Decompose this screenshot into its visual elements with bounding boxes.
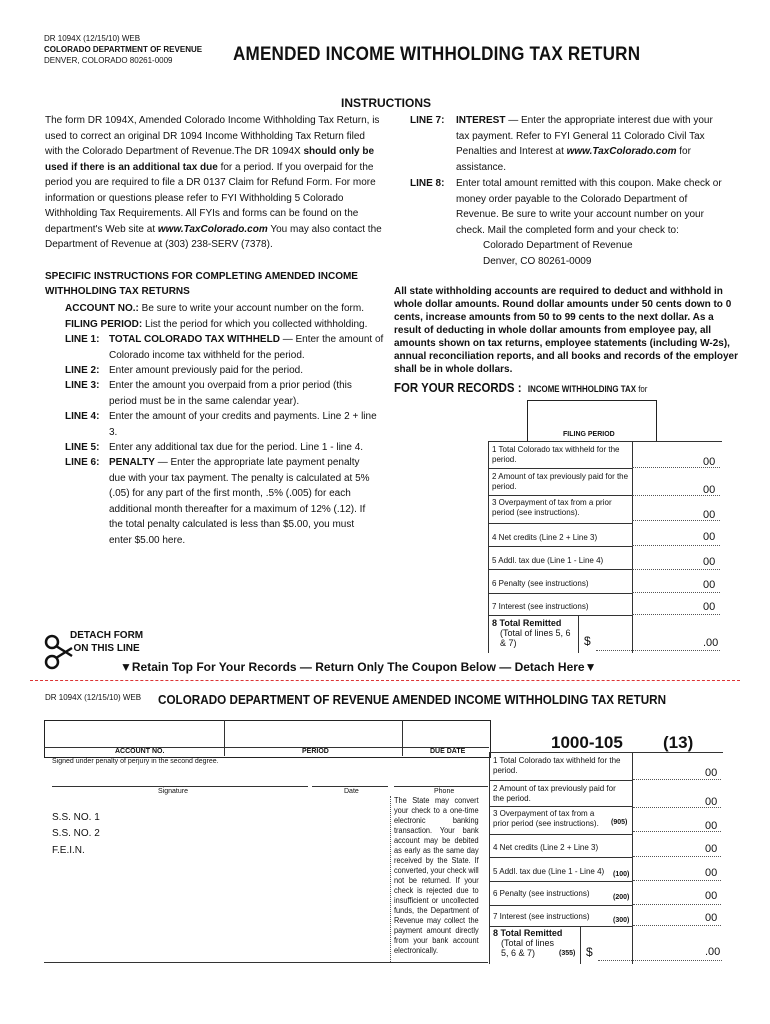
- records-row-2-cents: 00: [703, 484, 716, 496]
- coupon-row-2-cents: 00: [705, 796, 718, 808]
- line-body: Enter amount previously paid for the period.: [109, 365, 303, 376]
- state-text-divider: [390, 796, 391, 962]
- coupon-row-6-label: 6 Penalty (see instructions): [493, 889, 590, 898]
- intro-text-3: You may also contact the Department of Revenue at (303) 238-SERV (7378).: [45, 223, 382, 250]
- line-label: LINE 2:: [65, 365, 100, 376]
- line-body: — Enter the amount of Colorado income tax withheld for the period.: [109, 334, 384, 361]
- account-text: Be sure to write your account number on the form.: [138, 303, 364, 314]
- records-row-1-cents: 00: [703, 456, 716, 468]
- intro-text-1: The form DR 1094X, Amended Colorado Income Withholding Tax Return, is used to correct an original DR 1094 Income Withholding Tax Return filed with the Colorado Department of Revenue.The DR 1094X: [45, 115, 380, 157]
- line-bold: TOTAL COLORADO TAX WITHHELD: [109, 334, 280, 345]
- line-body: Enter any additional tax due for the period. Line 1 - line 4.: [109, 442, 364, 453]
- line-body: Enter total amount remitted with this coupon. Make check or money order payable to the Colorado Department of Revenue. Be sure to write your account number on your check. Mail the completed form and your check to:: [456, 178, 722, 236]
- instructions-heading: INSTRUCTIONS: [341, 96, 431, 110]
- records-row-3-label: 3 Overpayment of tax from a prior period (see instructions).: [492, 498, 612, 517]
- line-body: — Enter the appropriate interest due with your tax payment. Refer to FYI General 11 Colorado Civil Tax Penalties and Interest at: [456, 115, 713, 157]
- records-row-1-label: 1 Total Colorado tax withheld for the period.: [492, 445, 620, 464]
- row-divider: [488, 495, 632, 496]
- coupon-row-5-cents: 00: [705, 867, 718, 879]
- account-label: ACCOUNT NO.:: [65, 303, 139, 314]
- instruction-line-7: [410, 113, 730, 177]
- records-row-5-label: 5 Addl. tax due (Line 1 - Line 4): [492, 556, 604, 565]
- records-total-sub: (Total of lines 5, 6 & 7): [500, 628, 571, 648]
- records-heading: FOR YOUR RECORDS :: [394, 380, 522, 395]
- coupon-title: COLORADO DEPARTMENT OF REVENUE AMENDED INCOME WITHHOLDING TAX RETURN: [158, 692, 667, 707]
- coupon-row-5-code: (100): [613, 871, 630, 878]
- line-text: [109, 332, 385, 363]
- whole-dollar-rules: All state withholding accounts are required to deduct and withhold in whole dollar amounts. Round dollar amounts under 50 cents down to 0 cents, increase amounts from 50 to 99 cents to the next dollar. As a result of deducting in whole dollar amounts from employee pay, all amounts shown on tax returns, employee statements (including W-2s), annual reconciliation reports, and all books and records of the employer shall be in whole dollars.: [394, 286, 738, 375]
- line-body: Enter the amount of your credits and payments. Line 2 + line 3.: [109, 411, 377, 438]
- records-row-6-label: 6 Penalty (see instructions): [492, 579, 589, 588]
- detach-line-1: DETACH FORM: [70, 630, 144, 641]
- records-row-7-label: 7 Interest (see instructions): [492, 602, 589, 611]
- coupon-total-divider: [580, 926, 581, 964]
- coupon-row-1-cents: 00: [705, 767, 718, 779]
- detach-line-2: ON THIS LINE: [73, 643, 140, 654]
- retain-banner: [120, 660, 597, 674]
- fein-label: F.E.I.N.: [52, 845, 85, 856]
- instruction-line-4: [65, 409, 385, 441]
- ssn-2-label: S.S. NO. 2: [52, 828, 100, 839]
- filing-period-label: FILING PERIOD: [563, 431, 615, 438]
- specific-instructions-heading: SPECIFIC INSTRUCTIONS FOR COMPLETING AMENDED INCOME WITHHOLDING TAX RETURNS: [45, 271, 358, 297]
- instruction-line-1: [65, 332, 385, 364]
- intro-website-link[interactable]: www.TaxColorado.com: [157, 223, 268, 235]
- coupon-row-7-input[interactable]: [633, 925, 721, 926]
- period-label: PERIOD: [302, 748, 329, 755]
- mailing-address-1: Colorado Department of Revenue: [483, 240, 633, 251]
- filing-instruction: [65, 317, 385, 333]
- for-your-records-heading: [394, 380, 647, 395]
- instruction-line-8: [410, 176, 730, 240]
- phone-input[interactable]: [394, 786, 488, 787]
- line-7-website-link[interactable]: www.TaxColorado.com: [566, 146, 677, 157]
- coupon-total-bold: 8 Total Remitted: [493, 928, 563, 938]
- records-row-5-cents: 00: [703, 556, 716, 568]
- arrow-down-icon: ▼: [120, 660, 132, 674]
- coupon-total-sub-1: (Total of lines: [501, 938, 555, 948]
- total-divider: [578, 615, 579, 653]
- row-divider: [489, 780, 632, 781]
- line-bold: INTEREST: [456, 115, 506, 126]
- records-subheading: INCOME WITHHOLDING TAX: [527, 384, 636, 394]
- records-total-input[interactable]: [596, 650, 720, 651]
- line-label: LINE 3:: [65, 380, 100, 391]
- coupon-dollar-sign: $: [586, 945, 593, 959]
- period-input[interactable]: [225, 721, 401, 747]
- form-id: DR 1094X (12/15/10) WEB: [44, 34, 141, 43]
- coupon-total-cents: .00: [705, 946, 721, 958]
- records-row-4-cents: 00: [703, 531, 716, 543]
- department-address: DENVER, COLORADO 80261-0009: [44, 56, 173, 65]
- coupon-row-4-input[interactable]: [633, 856, 721, 857]
- line-body: Enter the amount you overpaid from a prior period (this period must be in the same calendar year).: [109, 380, 352, 407]
- mailing-address-2: Denver, CO 80261-0009: [483, 256, 592, 267]
- intro-bold: should only be used if there is an additional tax due: [45, 146, 375, 173]
- row-divider: [489, 857, 632, 858]
- line-label: LINE 5:: [65, 442, 100, 453]
- coupon-row-6-input[interactable]: [633, 904, 721, 905]
- coupon-row-4-label: 4 Net credits (Line 2 + Line 3): [493, 843, 599, 852]
- row-divider: [489, 905, 632, 906]
- coupon-row-1-input[interactable]: [633, 779, 721, 780]
- row-divider: [488, 468, 632, 469]
- cut-line: [30, 680, 740, 681]
- instruction-line-5: [65, 440, 385, 456]
- filing-label: FILING PERIOD:: [65, 319, 143, 330]
- line-label: LINE 1:: [65, 334, 100, 345]
- coupon-row-6-cents: 00: [705, 890, 718, 902]
- line-tail: for assistance.: [456, 146, 691, 173]
- records-row-2-input[interactable]: [632, 495, 720, 496]
- coupon-row-6-code: (200): [613, 894, 630, 901]
- records-total-label: [492, 618, 578, 628]
- records-total-cents: .00: [703, 637, 719, 649]
- account-no-label: ACCOUNT NO.: [115, 748, 165, 755]
- coupon-total-code: (355): [559, 950, 576, 957]
- perjury-statement: Signed under penalty of perjury in the second degree.: [52, 758, 219, 765]
- records-row-2-label: 2 Amount of tax previously paid for the period.: [492, 472, 629, 491]
- row-divider: [488, 615, 632, 616]
- row-divider: [488, 546, 632, 547]
- signature-label: Signature: [158, 788, 188, 795]
- coupon-row-7-code: (300): [613, 917, 630, 924]
- records-row-7-input[interactable]: [632, 614, 720, 615]
- row-divider: [488, 569, 632, 570]
- due-date-input[interactable]: [403, 721, 488, 747]
- coupon-table-top: [489, 752, 723, 753]
- records-row-6-input[interactable]: [632, 592, 720, 593]
- records-row-4-input[interactable]: [632, 545, 720, 546]
- line-text: [109, 455, 377, 548]
- coupon-row-2-label: 2 Amount of tax previously paid for the period.: [493, 784, 616, 803]
- coupon-table-divider: [632, 752, 633, 964]
- row-divider: [488, 593, 632, 594]
- header-label-line: [44, 747, 489, 748]
- records-table-divider: [632, 441, 633, 653]
- account-instruction: [65, 301, 385, 317]
- instruction-line-3: [65, 378, 385, 410]
- line-label: LINE 8:: [410, 178, 445, 189]
- coupon-table-border: [489, 752, 490, 964]
- coupon-row-3-label: 3 Overpayment of tax from a prior period (see instructions).: [493, 809, 599, 828]
- phone-label: Phone: [434, 788, 455, 795]
- records-dollar-sign: $: [584, 634, 591, 648]
- signature-input[interactable]: [52, 786, 308, 787]
- line-bold: PENALTY: [109, 457, 155, 468]
- records-table-top: [488, 441, 722, 442]
- coupon-bottom-line: [44, 962, 488, 963]
- records-row-4-label: 4 Net credits (Line 2 + Line 3): [492, 533, 598, 542]
- coupon-row-3-code: (905): [611, 819, 628, 826]
- coupon-code-suffix: (13): [663, 733, 694, 752]
- line-label: LINE 4:: [65, 411, 100, 422]
- instruction-line-6: [65, 455, 385, 550]
- records-table-border: [488, 441, 489, 653]
- intro-text-2: for a period. If you overpaid for the period you are required to file a DR 0137 Claim for Refund Form. For more information or questions please refer to FYI Withholding 5 Colorado Withholding Tax Requirements. All FYIs and forms can be found on the department's Web site at: [45, 161, 376, 235]
- coupon-total-input[interactable]: [598, 960, 722, 961]
- due-date-label: DUE DATE: [430, 748, 466, 755]
- line-text: [456, 113, 722, 175]
- coupon-row-5-input[interactable]: [633, 880, 721, 881]
- coupon-row-3-cents: 00: [705, 820, 718, 832]
- row-divider: [489, 806, 632, 807]
- coupon-row-2-input[interactable]: [633, 807, 721, 808]
- account-no-input[interactable]: [45, 721, 223, 747]
- coupon-form-id: DR 1094X (12/15/10) WEB: [45, 693, 142, 702]
- detach-form-label: [70, 629, 143, 655]
- records-sub-for: for: [636, 384, 648, 394]
- records-row-6-cents: 00: [703, 579, 716, 591]
- date-input[interactable]: [312, 786, 388, 787]
- records-row-7-cents: 00: [703, 601, 716, 613]
- coupon-row-5-label: 5 Addl. tax due (Line 1 - Line 4): [493, 867, 605, 876]
- total-label-bold: 8 Total Remitted: [492, 618, 562, 628]
- department-name: COLORADO DEPARTMENT OF REVENUE: [44, 45, 203, 54]
- coupon-row-4-cents: 00: [705, 843, 718, 855]
- coupon-row-7-cents: 00: [705, 912, 718, 924]
- page-title: AMENDED INCOME WITHHOLDING TAX RETURN: [233, 44, 641, 65]
- coupon-total-label: [493, 928, 562, 938]
- row-divider: [489, 834, 632, 835]
- records-row-1-input[interactable]: [632, 467, 720, 468]
- coupon-row-3-input[interactable]: [633, 831, 721, 832]
- retain-text: Retain Top For Your Records — Return Only The Coupon Below — Detach Here: [131, 660, 585, 674]
- records-row-5-input[interactable]: [632, 569, 720, 570]
- ssn-1-label: S.S. NO. 1: [52, 812, 100, 823]
- row-divider: [489, 926, 632, 927]
- form-header-block: [44, 33, 202, 66]
- instruction-line-2: [65, 363, 385, 379]
- arrow-down-icon: ▼: [584, 660, 597, 674]
- electronic-conversion-notice: The State may convert your check to a one-time electronic banking transaction. Your bank account may be debited as early as the same day received by the State. If converted, your check will not be returned. If your check is rejected due to insufficient or uncollected funds, the Department of Revenue may collect the payment amount directly from your bank account electronically.: [394, 796, 479, 955]
- records-row-3-input[interactable]: [632, 520, 720, 521]
- line-label: LINE 7:: [410, 115, 445, 126]
- coupon-code: 1000-105: [551, 733, 623, 752]
- records-row-3-cents: 00: [703, 509, 716, 521]
- coupon-total-sub-2: 5, 6 & 7): [501, 948, 536, 958]
- instructions-intro: [45, 113, 385, 253]
- coupon-row-1-label: 1 Total Colorado tax withheld for the period.: [493, 756, 621, 775]
- line-label: LINE 6:: [65, 457, 100, 468]
- row-divider: [488, 523, 632, 524]
- line-body: — Enter the appropriate late payment penalty due with your tax payment. The penalty is calculated at 5% (.05) for any part of the first month, .5% (.005) for each additional month thereafter for a maximum of 12% (.12). If the total penalty calculated is less than $5.00, you must enter $5.00 here.: [109, 457, 370, 546]
- row-divider: [489, 881, 632, 882]
- filing-text: List the period for which you collected withholding.: [142, 319, 368, 330]
- date-label: Date: [344, 788, 359, 795]
- coupon-row-7-label: 7 Interest (see instructions): [493, 912, 590, 921]
